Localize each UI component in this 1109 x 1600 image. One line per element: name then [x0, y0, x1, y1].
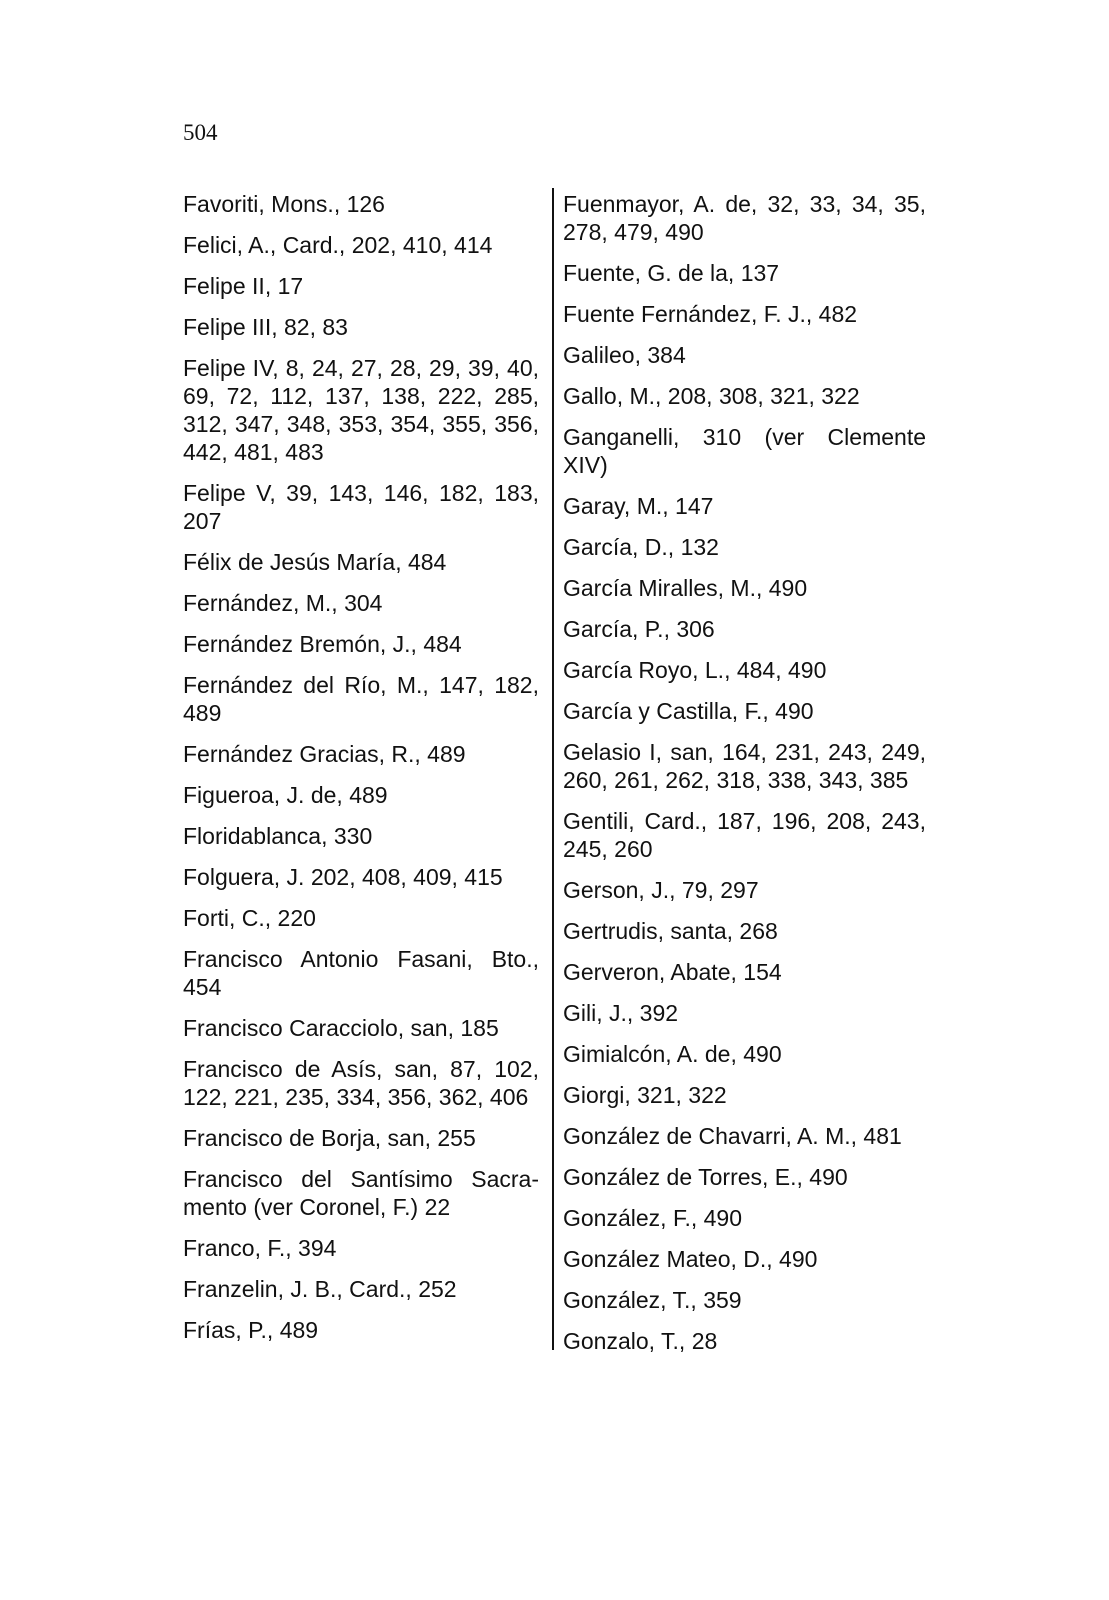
index-entry: Folguera, J. 202, 408, 409, 415: [183, 864, 503, 890]
index-entry: Floridablanca, 330: [183, 823, 373, 849]
index-entry: García, P., 306: [563, 616, 715, 642]
index-entry: Fernández, M., 304: [183, 590, 383, 616]
index-entry: Garay, M., 147: [563, 493, 714, 519]
index-entry: Franco, F., 394: [183, 1235, 337, 1261]
index-entry: Fuenmayor, A. de, 32, 33, 34, 35, 278, 479, 490: [563, 191, 926, 245]
index-entry: Figueroa, J. de, 489: [183, 782, 388, 808]
index-column-right: [563, 190, 926, 1368]
index-entry: Felipe III, 82, 83: [183, 314, 348, 340]
index-entry: Gelasio I, san, 164, 231, 243, 249, 260, 261, 262, 318, 338, 343, 385: [563, 739, 926, 793]
index-entry: Félix de Jesús María, 484: [183, 549, 447, 575]
index-entry: García y Castilla, F., 490: [563, 698, 814, 724]
index-entry: González de Chavarri, A. M., 481: [563, 1123, 902, 1149]
index-entry: Felipe II, 17: [183, 273, 304, 299]
index-entry: Francisco Antonio Fasani, Bto., 454: [183, 946, 539, 1000]
index-entry: Francisco de Borja, san, 255: [183, 1125, 476, 1151]
index-entry: Felipe V, 39, 143, 146, 182, 183, 207: [183, 480, 539, 534]
index-entry: Gerveron, Abate, 154: [563, 959, 782, 985]
index-entry: Gerson, J., 79, 297: [563, 877, 759, 903]
index-entry: Gili, J., 392: [563, 1000, 679, 1026]
index-column-left: [183, 190, 539, 1357]
index-entry: García Royo, L., 484, 490: [563, 657, 827, 683]
index-entry: González Mateo, D., 490: [563, 1246, 818, 1272]
index-entry: Gallo, M., 208, 308, 321, 322: [563, 383, 860, 409]
index-entry: González, F., 490: [563, 1205, 742, 1231]
index-entry: Forti, C., 220: [183, 905, 316, 931]
index-entry: Francisco de Asís, san, 87, 102, 122, 221, 235, 334, 356, 362, 406: [183, 1056, 539, 1110]
index-entry: García, D., 132: [563, 534, 719, 560]
index-entry: González, T., 359: [563, 1287, 742, 1313]
index-entry: Gonzalo, T., 28: [563, 1328, 718, 1354]
column-divider: [552, 188, 554, 1350]
index-entry: Gimialcón, A. de, 490: [563, 1041, 782, 1067]
index-entry: Gentili, Card., 187, 196, 208, 243, 245, 260: [563, 808, 926, 862]
index-entry: Gertrudis, santa, 268: [563, 918, 778, 944]
index-entry: Fernández del Río, M., 147, 182, 489: [183, 672, 539, 726]
index-entry: Felipe IV, 8, 24, 27, 28, 29, 39, 40, 69, 72, 112, 137, 138, 222, 285, 312, 347, 348, 353, 354, 355, 356, 442, 481, 483: [183, 355, 539, 465]
index-entry: Franzelin, J. B., Card., 252: [183, 1276, 457, 1302]
index-entry: Favoriti, Mons., 126: [183, 191, 385, 217]
index-entry: Fernández Bremón, J., 484: [183, 631, 462, 657]
index-entry: González de Torres, E., 490: [563, 1164, 848, 1190]
index-entry: Fuente, G. de la, 137: [563, 260, 780, 286]
index-entry: Frías, P., 489: [183, 1317, 319, 1343]
index-entry: García Miralles, M., 490: [563, 575, 808, 601]
index-entry: Fernández Gracias, R., 489: [183, 741, 466, 767]
page-number: 504: [183, 120, 218, 145]
index-entry: Giorgi, 321, 322: [563, 1082, 727, 1108]
index-entry: Francisco Caracciolo, san, 185: [183, 1015, 499, 1041]
index-entry: Galileo, 384: [563, 342, 686, 368]
index-entry: Fuente Fernández, F. J., 482: [563, 301, 858, 327]
index-entry: Francisco del Santísimo Sacramento (ver Coronel, F.) 22: [183, 1166, 539, 1220]
index-entry: Felici, A., Card., 202, 410, 414: [183, 232, 493, 258]
index-entry: Ganganelli, 310 (ver Clemente XIV): [563, 424, 926, 478]
